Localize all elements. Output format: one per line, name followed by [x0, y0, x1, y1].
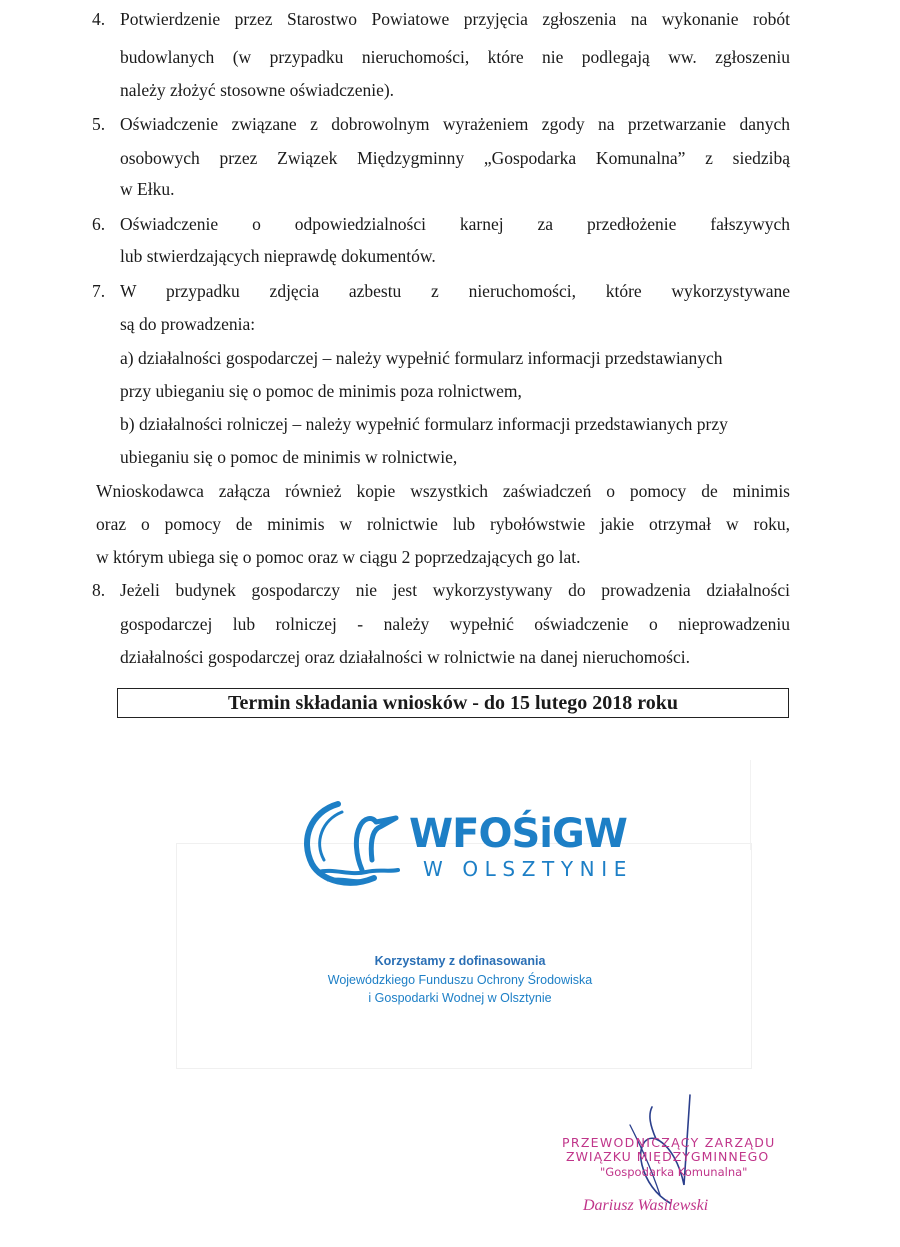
item-7-line-5: b) działalności rolniczej – należy wypełnić formularz informacji przedstawianych przy: [120, 414, 728, 434]
item-7-line-6: ubieganiu się o pomoc de minimis w rolnictwie,: [120, 447, 458, 467]
note-line-2: oraz o pomocy de minimis w rolnictwie lub rybołówstwie jakie otrzymał w roku,: [96, 514, 790, 534]
item-4-line-2: budowlanych (w przypadku nieruchomości, które nie podlegają ww. zgłoszeniu: [120, 47, 790, 67]
stork-logo-icon: [298, 798, 408, 888]
item-5-line-1: Oświadczenie związane z dobrowolnym wyrażeniem zgody na przetwarzanie danych: [120, 114, 790, 134]
panel-edge: [750, 760, 751, 850]
logo-subtitle: W OLSZTYNIE: [423, 857, 633, 881]
item-6-number: 6.: [92, 214, 106, 234]
stamp-line-3: "Gospodarka Komunalna": [600, 1165, 748, 1179]
logo-wordmark: WFOŚiGW: [409, 811, 627, 857]
stamp-line-2: ZWIĄZKU MIĘDZYGMINNEGO: [566, 1149, 770, 1164]
item-7-number: 7.: [92, 281, 106, 301]
item-7-line-2: są do prowadzenia:: [120, 314, 256, 334]
item-8-line-3: działalności gospodarczej oraz działalności w rolnictwie na danej nieruchomości.: [120, 647, 690, 667]
funding-heading: Korzystamy z dofinasowania: [374, 954, 546, 968]
funding-line-2: i Gospodarki Wodnej w Olsztynie: [368, 991, 552, 1005]
item-5-number: 5.: [92, 114, 106, 134]
funding-line-1: Wojewódzkiego Funduszu Ochrony Środowiska: [327, 973, 593, 987]
item-4-line-1: Potwierdzenie przez Starostwo Powiatowe przyjęcia zgłoszenia na wykonanie robót: [120, 9, 790, 29]
item-7-line-1: W przypadku zdjęcia azbestu z nieruchomości, które wykorzystywane: [120, 281, 790, 301]
note-line-3: w którym ubiega się o pomoc oraz w ciągu 2 poprzedzających go lat.: [96, 547, 581, 567]
item-6-line-1: Oświadczenie o odpowiedzialności karnej za przedłożenie fałszywych: [120, 214, 790, 234]
item-4-line-3: należy złożyć stosowne oświadczenie).: [120, 80, 395, 100]
item-8-number: 8.: [92, 580, 106, 600]
note-line-1: Wnioskodawca załącza również kopie wszystkich zaświadczeń o pomocy de minimis: [96, 481, 790, 501]
stamp-signatory-name: Dariusz Wasilewski: [583, 1197, 709, 1214]
item-5-line-3: w Ełku.: [120, 179, 175, 199]
item-7-line-3: a) działalności gospodarczej – należy wypełnić formularz informacji przedstawianych: [120, 348, 723, 368]
stamp-line-1: PRZEWODNICZĄCY ZARZĄDU: [562, 1135, 776, 1150]
item-7-line-4: przy ubieganiu się o pomoc de minimis poza rolnictwem,: [120, 381, 522, 401]
item-6-line-2: lub stwierdzających nieprawdę dokumentów.: [120, 246, 436, 266]
item-4-number: 4.: [92, 9, 106, 29]
item-8-line-1: Jeżeli budynek gospodarczy nie jest wykorzystywany do prowadzenia działalności: [120, 580, 790, 600]
deadline-box: [117, 688, 789, 718]
item-8-line-2: gospodarczej lub rolniczej - należy wypełnić oświadczenie o nieprowadzeniu: [120, 614, 790, 634]
deadline-text: Termin składania wniosków - do 15 lutego 2018 roku: [227, 691, 679, 714]
item-5-line-2: osobowych przez Związek Międzygminny „Gospodarka Komunalna” z siedzibą: [120, 148, 790, 168]
